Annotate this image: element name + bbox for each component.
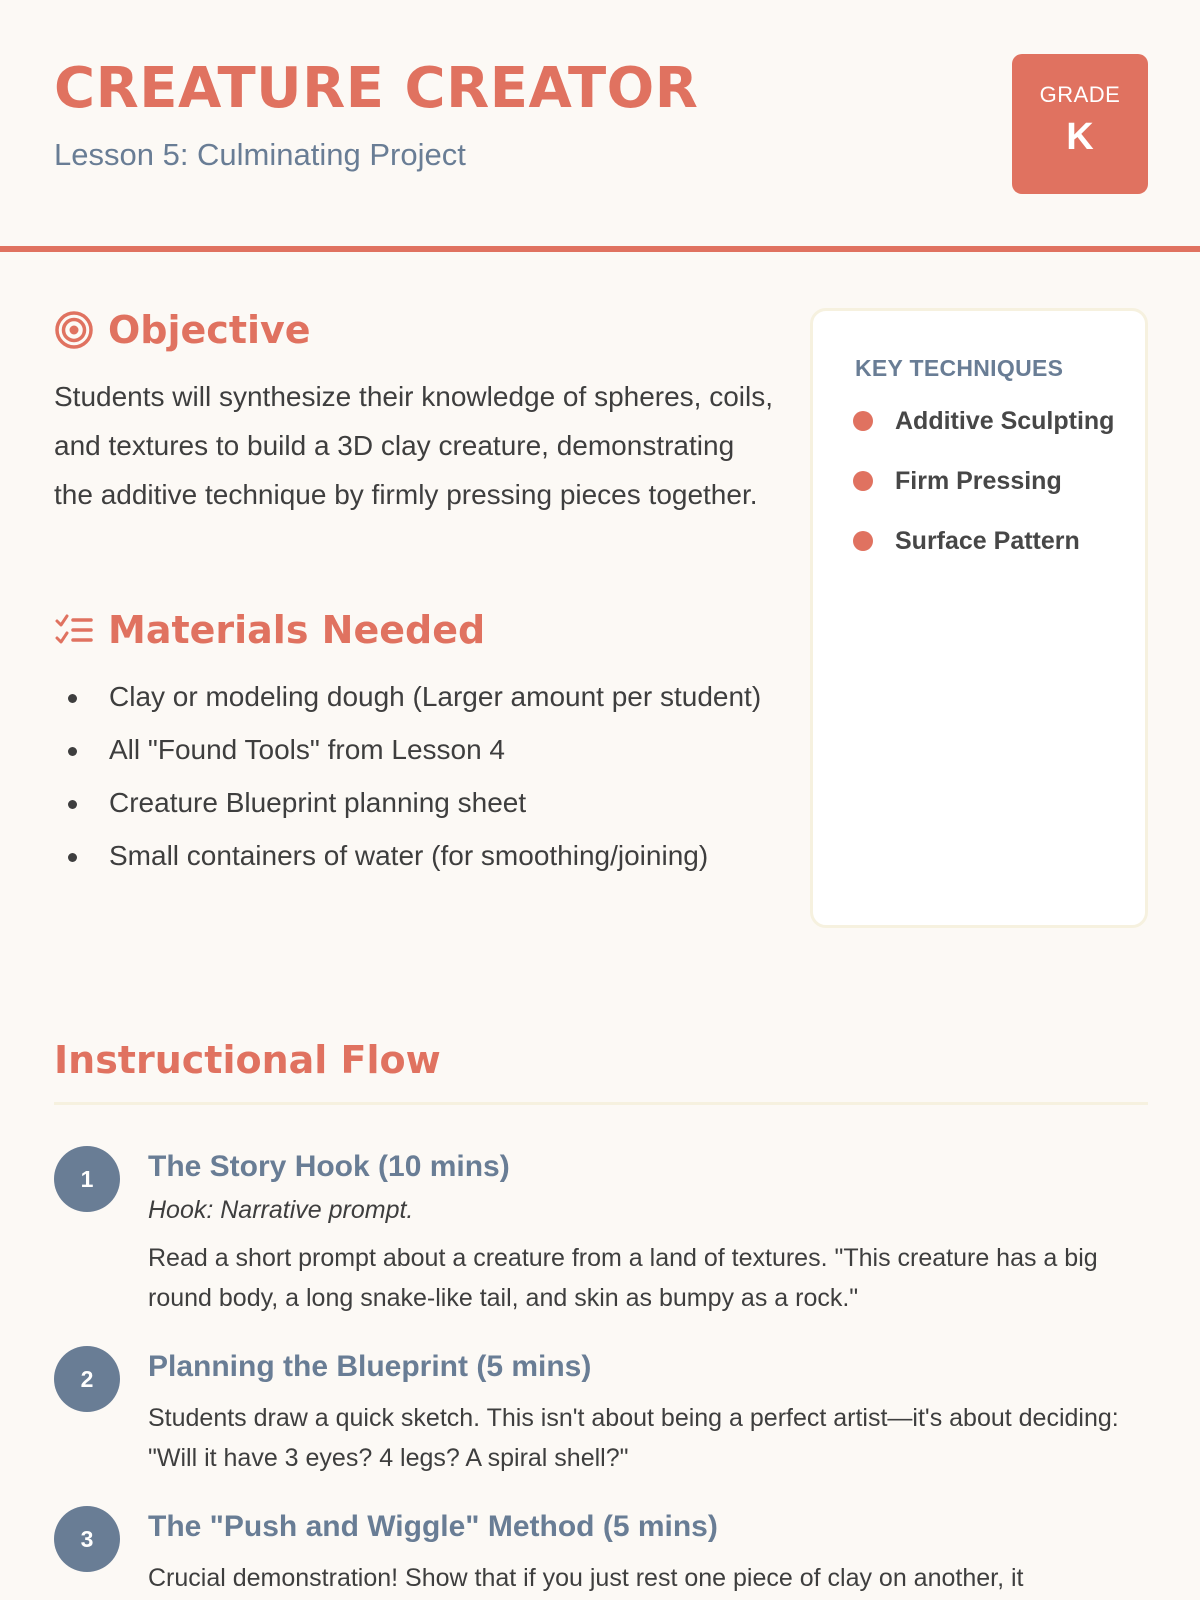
bullet-dot-icon	[853, 531, 873, 551]
technique-item	[853, 401, 1123, 441]
technique-label: Firm Pressing	[895, 467, 1062, 495]
checklist-icon	[54, 610, 94, 650]
lesson-subtitle: Lesson 5: Culminating Project	[54, 137, 466, 172]
step-title: The Story Hook (10 mins)	[148, 1150, 510, 1183]
list-item: Clay or modeling dough (Larger amount per student)	[54, 674, 794, 720]
key-techniques-list	[853, 401, 1123, 581]
page-header	[0, 0, 1200, 252]
key-techniques-title: KEY TECHNIQUES	[855, 355, 1064, 381]
objective-heading-text: Objective	[108, 308, 311, 352]
step-title: Planning the Blueprint (5 mins)	[148, 1350, 592, 1383]
target-icon	[54, 310, 94, 350]
key-techniques-card	[810, 308, 1148, 928]
step-number-badge: 3	[54, 1506, 120, 1572]
divider	[54, 1102, 1148, 1105]
grade-label: GRADE	[1039, 82, 1121, 107]
grade-badge	[1012, 54, 1148, 194]
technique-label: Surface Pattern	[895, 527, 1080, 555]
grade-value: K	[1066, 116, 1094, 158]
technique-item	[853, 461, 1123, 501]
objective-heading	[54, 308, 311, 352]
step-title: The "Push and Wiggle" Method (5 mins)	[148, 1510, 718, 1543]
step-description: Students draw a quick sketch. This isn't about being a perfect artist—it's about deciding: "Will it have 3 eyes? 4 legs? A spiral shell?"	[148, 1404, 1119, 1472]
materials-heading-text: Materials Needed	[108, 608, 486, 652]
list-item: Creature Blueprint planning sheet	[54, 780, 794, 826]
list-item: Small containers of water (for smoothing/joining)	[54, 833, 794, 879]
instructional-flow-heading: Instructional Flow	[54, 1038, 441, 1082]
step-hook: Hook: Narrative prompt.	[148, 1196, 414, 1224]
step-number-badge: 2	[54, 1346, 120, 1412]
page-title: CREATURE CREATOR	[54, 56, 699, 121]
materials-heading	[54, 608, 485, 652]
objective-text: Students will synthesize their knowledge of spheres, coils, and textures to build a 3D clay creature, demonstrating the additive technique by firmly pressing pieces together.	[54, 381, 774, 510]
step-description: Crucial demonstration! Show that if you just rest one piece of clay on another, it	[148, 1564, 1024, 1592]
technique-label: Additive Sculpting	[895, 407, 1115, 435]
technique-item	[853, 521, 1123, 561]
list-item: All "Found Tools" from Lesson 4	[54, 727, 794, 773]
materials-list	[54, 674, 794, 886]
step-number-badge: 1	[54, 1146, 120, 1212]
bullet-dot-icon	[853, 471, 873, 491]
step-description: Read a short prompt about a creature from a land of textures. "This creature has a big round body, a long snake-like tail, and skin as bumpy as a rock."	[148, 1244, 1098, 1312]
bullet-dot-icon	[853, 411, 873, 431]
